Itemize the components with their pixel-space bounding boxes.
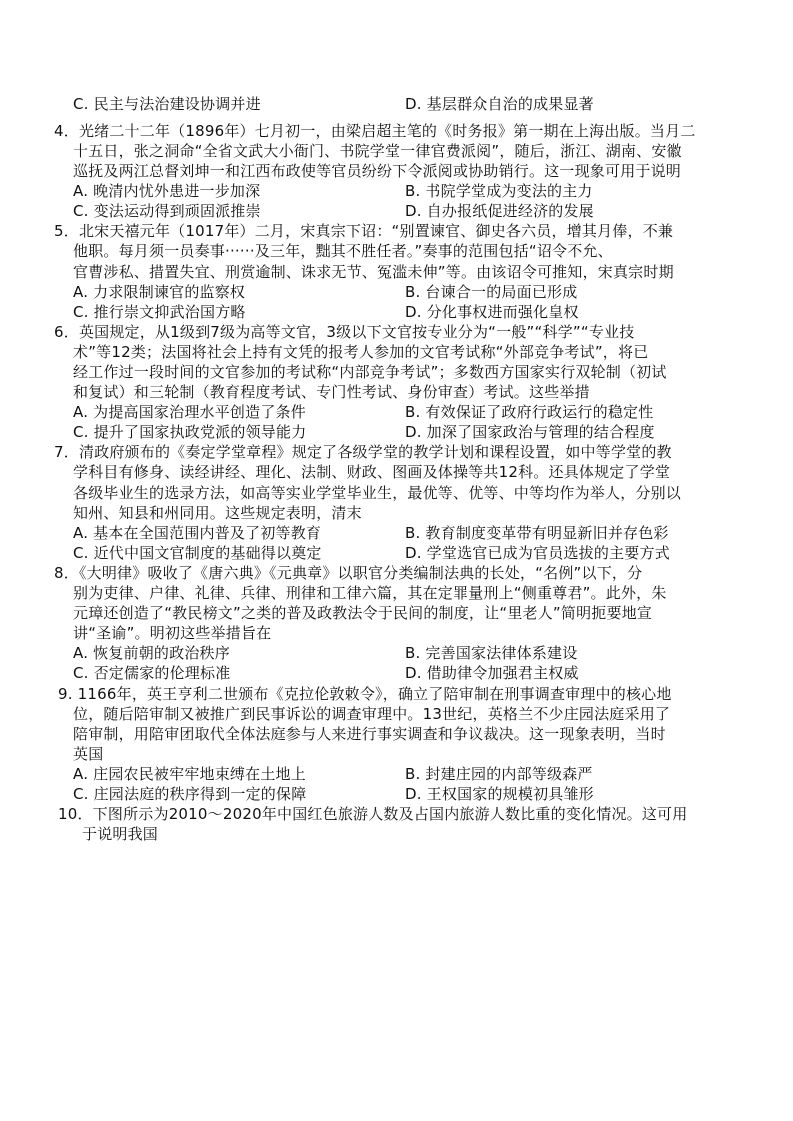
q8-option-b: B. 完善国家法律体系建设 <box>405 644 578 662</box>
q7-stem-line-4: 知州、知县和州同用。这些规定表明，清末 <box>73 504 362 522</box>
q8-stem-line-2: 别为吏律、户律、礼律、兵律、刑律和工律六篇，其在定罪量刑上“侧重尊君”。此外，朱 <box>73 584 667 602</box>
q7-option-a: A. 基本在全国范围内普及了初等教育 <box>73 524 322 542</box>
q6-stem-line-1: 6．英国规定，从1级到7级为高等文官，3级以下文官按专业分为“一般”“科学”“专业技 <box>54 323 635 341</box>
q10-stem-line-1: 10．下图所示为2010～2020年中国红色旅游人数及占国内旅游人数比重的变化情况。这可用 <box>58 805 688 823</box>
q5-option-b: B. 台谏合一的局面已形成 <box>405 283 578 301</box>
q6-option-a: A. 为提高国家治理水平创造了条件 <box>73 403 306 421</box>
q7-option-d: D. 学堂选官已成为官员选拔的主要方式 <box>405 544 670 562</box>
q8-stem-line-3: 元璋还创造了“教民榜文”之类的普及政教法令于民间的制度，让“里老人”简明扼要地宣 <box>73 604 653 622</box>
q5-stem-line-3: 官曹涉私、措置失宜、刑赏逾制、诛求无节、冤滥未伸”等。由该诏令可推知，宋真宗时期 <box>73 263 674 281</box>
q7-option-c: C. 近代中国文官制度的基础得以奠定 <box>73 544 322 562</box>
q3-option-d: D. 基层群众自治的成果显著 <box>405 95 594 113</box>
q6-stem-line-4: 和复试）和三轮制（教育程度考试、专门性考试、身份审查）考试。这些举措 <box>73 383 590 401</box>
q8-option-c: C. 否定儒家的伦理标准 <box>73 664 231 682</box>
q5-stem-line-1: 5．北宋天禧元年（1017年）二月，宋真宗下诏：“别置谏官、御史各六员，增其月俸，不兼 <box>54 222 674 240</box>
q9-option-a: A. 庄园农民被牢牢地束缚在土地上 <box>73 765 306 783</box>
q5-option-d: D. 分化事权进而强化皇权 <box>405 303 579 321</box>
q4-option-a: A. 晚清内忧外患进一步加深 <box>73 182 261 200</box>
q4-option-c: C. 变法运动得到顽固派推崇 <box>73 202 261 220</box>
q4-option-d: D. 自办报纸促进经济的发展 <box>405 202 594 220</box>
q4-option-b: B. 书院学堂成为变法的主力 <box>405 182 593 200</box>
q5-option-a: A. 力求限制谏官的监察权 <box>73 283 246 301</box>
q4-stem-line-1: 4．光绪二十二年（1896年）七月初一，由梁启超主笔的《时务报》第一期在上海出版。当月二 <box>54 122 696 140</box>
q6-stem-line-3: 经工作过一段时间的文官参加的考试称“内部竞争考试”；多数西方国家实行双轮制（初试 <box>73 363 667 381</box>
q7-stem-line-2: 学科目有修身、读经讲经、理化、法制、财政、图画及体操等共12科。还具体规定了学堂 <box>73 463 671 481</box>
q10-stem-line-2: 于说明我国 <box>82 825 159 843</box>
q8-option-a: A. 恢复前朝的政治秩序 <box>73 644 230 662</box>
q9-stem-line-1: 9. 1166年，英王亨利二世颁布《克拉伦敦敕令》，确立了陪审制在刑事调查审理中的核心地 <box>58 685 672 703</box>
q9-stem-line-4: 英国 <box>73 745 104 763</box>
q9-option-d: D. 王权国家的规模初具雏形 <box>405 785 594 803</box>
q4-stem-line-2: 十五日，张之洞命“全省文武大小衙门、书院学堂一律官费派阅”，随后，浙江、湖南、安徽 <box>73 142 682 160</box>
q6-option-d: D. 加深了国家政治与管理的结合程度 <box>405 423 655 441</box>
q9-stem-line-3: 陪审制，用陪审团取代全体法庭参与人来进行事实调查和争议裁决。这一现象表明，当时 <box>73 725 666 743</box>
q9-stem-line-2: 位，随后陪审制又被推广到民事诉讼的调查审理中。13世纪，英格兰不少庄园法庭采用了 <box>73 705 671 723</box>
q6-option-b: B. 有效保证了政府行政运行的稳定性 <box>405 403 654 421</box>
q6-option-c: C. 提升了国家执政党派的领导能力 <box>73 423 307 441</box>
q5-stem-line-2: 他职。每月须一员奏事······及三年，黜其不胜任者。”奏事的范围包括“诏令不允、 <box>73 242 613 260</box>
q5-option-c: C. 推行崇文抑武治国方略 <box>73 303 246 321</box>
q7-stem-line-1: 7．清政府颁布的《奏定学堂章程》规定了各级学堂的教学计划和课程设置，如中等学堂的教 <box>54 443 672 461</box>
q3-option-c: C. 民主与法治建设协调并进 <box>73 95 261 113</box>
q7-option-b: B. 教育制度变革带有明显新旧并存色彩 <box>405 524 669 542</box>
q8-stem-line-4: 讲“圣谕”。明初这些举措旨在 <box>73 624 272 642</box>
q9-option-c: C. 庄园法庭的秩序得到一定的保障 <box>73 785 307 803</box>
q6-stem-line-2: 术”等12类；法国将社会上持有文凭的报考人参加的文官考试称“外部竞争考试”，将已 <box>73 343 649 361</box>
q9-option-b: B. 封建庄园的内部等级森严 <box>405 765 593 783</box>
q8-option-d: D. 借助律令加强君主权威 <box>405 664 579 682</box>
q7-stem-line-3: 各级毕业生的选录方法，如高等实业学堂毕业生，最优等、优等、中等均作为举人，分别以 <box>73 484 682 502</box>
q8-stem-line-1: 8．《大明律》吸收了《唐六典》《元典章》以职官分类编制法典的长处，“名例”以下，分 <box>54 564 643 582</box>
q4-stem-line-3: 巡抚及两江总督刘坤一和江西布政使等官员纷纷下令派阅或协助销行。这一现象可用于说明 <box>73 162 682 180</box>
